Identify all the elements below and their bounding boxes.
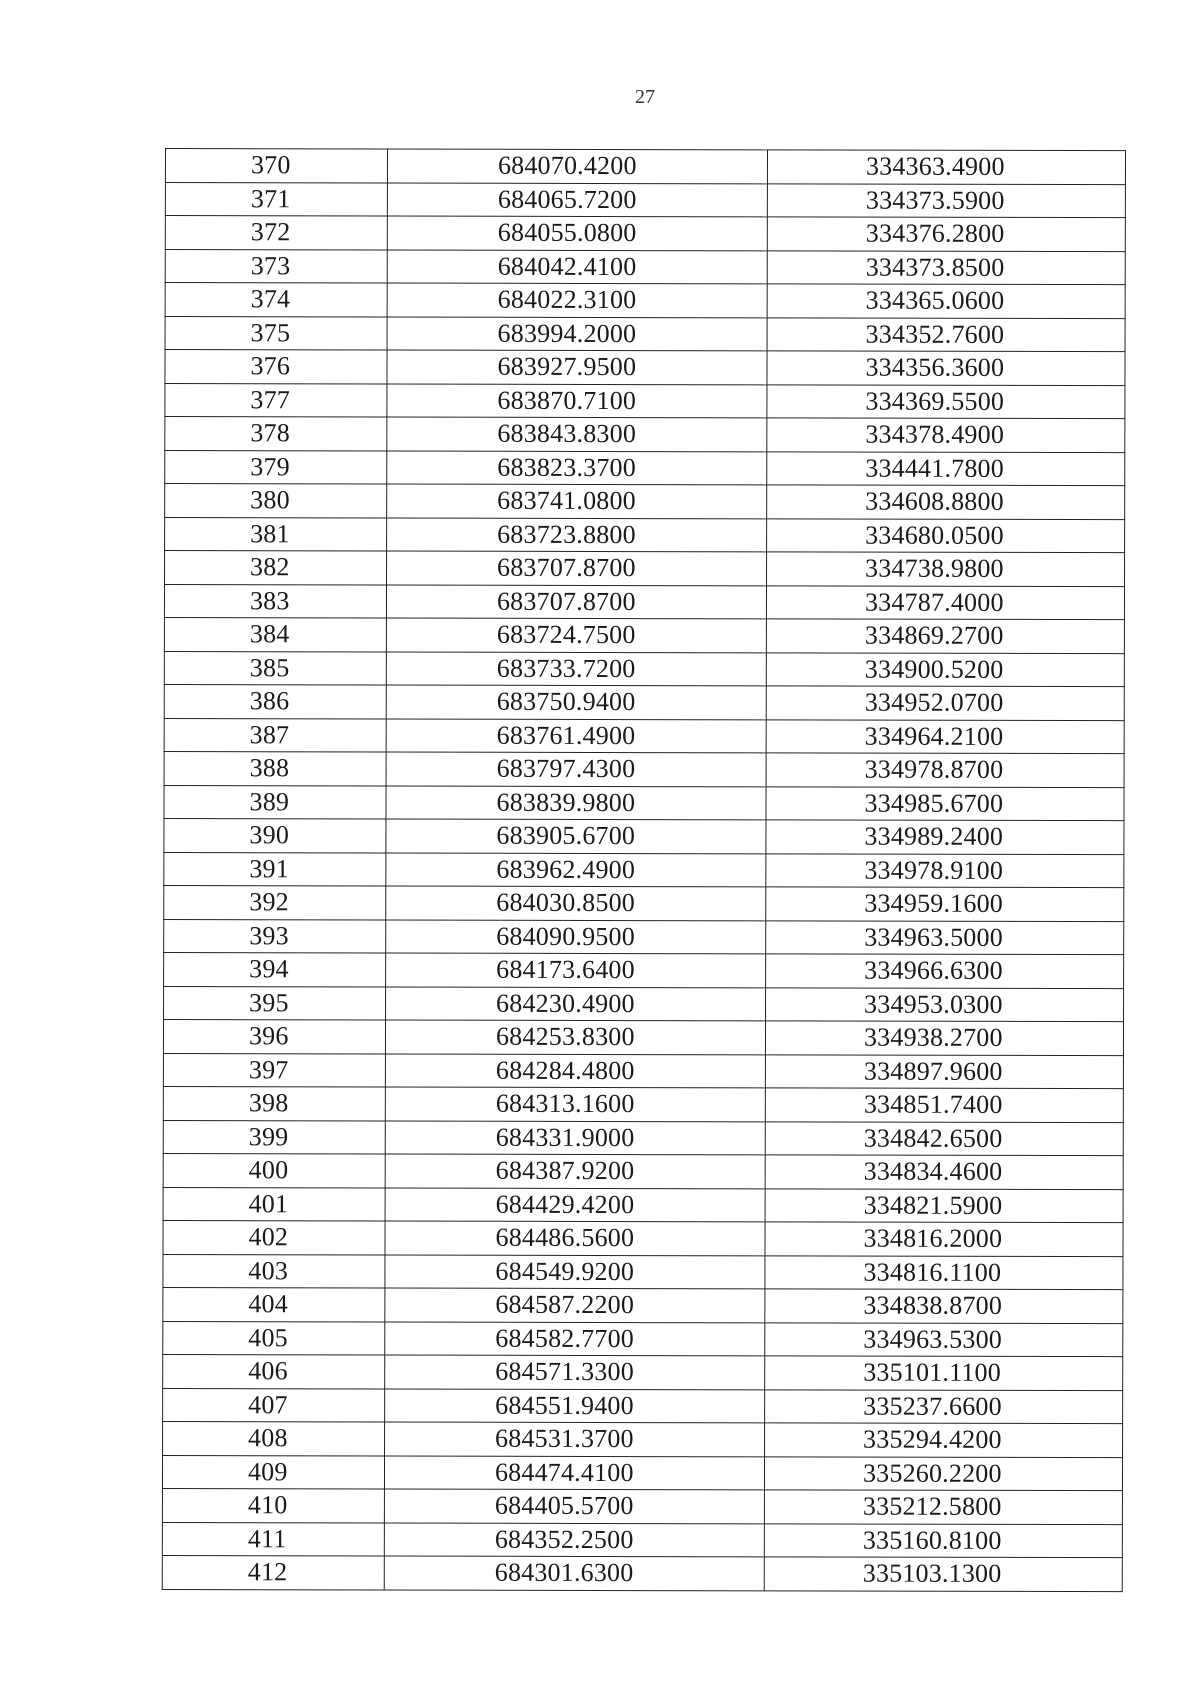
point-number-cell: 386 (164, 684, 386, 718)
x-coordinate-cell: 683707.8700 (387, 551, 767, 585)
table-row (163, 1220, 1123, 1256)
point-number-cell: 385 (164, 651, 386, 685)
page-number: 27 (635, 86, 655, 108)
y-coordinate-cell: 334938.2700 (765, 1021, 1123, 1055)
y-coordinate-cell: 334842.6500 (765, 1121, 1123, 1155)
point-number-cell: 382 (165, 551, 387, 585)
x-coordinate-cell: 684405.5700 (384, 1489, 764, 1523)
x-coordinate-cell: 684331.9000 (385, 1121, 765, 1155)
table-row (165, 182, 1125, 218)
y-coordinate-cell: 334900.5200 (766, 652, 1124, 686)
point-number-cell: 377 (165, 383, 387, 417)
point-number-cell: 390 (164, 818, 386, 852)
x-coordinate-cell: 684055.0800 (387, 216, 767, 250)
point-number-cell: 412 (162, 1555, 384, 1589)
y-coordinate-cell: 335103.1300 (764, 1557, 1122, 1591)
point-number-cell: 404 (163, 1287, 385, 1321)
y-coordinate-cell: 334738.9800 (767, 552, 1125, 586)
table-row (165, 350, 1125, 386)
point-number-cell: 408 (163, 1421, 385, 1455)
point-number-cell: 402 (163, 1220, 385, 1254)
table-row (162, 1522, 1122, 1558)
y-coordinate-cell: 335160.8100 (764, 1523, 1122, 1557)
table-row (164, 952, 1124, 988)
point-number-cell: 407 (163, 1388, 385, 1422)
table-row (163, 1053, 1123, 1089)
y-coordinate-cell: 335237.6600 (765, 1389, 1123, 1423)
table-row (165, 216, 1125, 252)
point-number-cell: 397 (163, 1053, 385, 1087)
y-coordinate-cell: 334989.2400 (766, 820, 1124, 854)
y-coordinate-cell: 334376.2800 (767, 217, 1125, 251)
point-number-cell: 409 (162, 1455, 384, 1489)
table-row (165, 249, 1125, 285)
table-row (163, 1187, 1123, 1223)
point-number-cell: 388 (164, 751, 386, 785)
point-number-cell: 387 (164, 718, 386, 752)
point-number-cell: 373 (165, 249, 387, 283)
x-coordinate-cell: 683839.9800 (386, 786, 766, 820)
x-coordinate-cell: 683761.4900 (386, 719, 766, 753)
y-coordinate-cell: 334959.1600 (766, 887, 1124, 921)
y-coordinate-cell: 334363.4900 (767, 150, 1125, 184)
table-row (163, 1421, 1123, 1457)
point-number-cell: 376 (165, 350, 387, 384)
y-coordinate-cell: 334821.5900 (765, 1188, 1123, 1222)
x-coordinate-cell: 684387.9200 (385, 1154, 765, 1188)
x-coordinate-cell: 684230.4900 (386, 987, 766, 1021)
table-row (162, 1488, 1122, 1524)
y-coordinate-cell: 334816.1100 (765, 1255, 1123, 1289)
point-number-cell: 405 (163, 1321, 385, 1355)
point-number-cell: 403 (163, 1254, 385, 1288)
point-number-cell: 380 (165, 484, 387, 518)
y-coordinate-cell: 334869.2700 (766, 619, 1124, 653)
table-row (163, 1354, 1123, 1390)
y-coordinate-cell: 334952.0700 (766, 686, 1124, 720)
point-number-cell: 392 (164, 885, 386, 919)
x-coordinate-cell: 683962.4900 (386, 853, 766, 887)
x-coordinate-cell: 683707.8700 (386, 585, 766, 619)
table-row (163, 1388, 1123, 1424)
x-coordinate-cell: 684549.9200 (385, 1255, 765, 1289)
coordinate-table (162, 148, 1126, 1592)
y-coordinate-cell: 334834.4600 (765, 1155, 1123, 1189)
x-coordinate-cell: 684551.9400 (385, 1389, 765, 1423)
x-coordinate-cell: 683750.9400 (386, 685, 766, 719)
y-coordinate-cell: 335260.2200 (764, 1456, 1122, 1490)
y-coordinate-cell: 335294.4200 (765, 1423, 1123, 1457)
point-number-cell: 389 (164, 785, 386, 819)
table-row (164, 785, 1124, 821)
x-coordinate-cell: 684070.4200 (387, 149, 767, 183)
x-coordinate-cell: 683905.6700 (386, 819, 766, 853)
table-row (163, 1086, 1123, 1122)
point-number-cell: 393 (164, 919, 386, 953)
y-coordinate-cell: 334851.7400 (765, 1088, 1123, 1122)
x-coordinate-cell: 684587.2200 (385, 1288, 765, 1322)
table-row (163, 1019, 1123, 1055)
y-coordinate-cell: 334373.5900 (767, 183, 1125, 217)
point-number-cell: 379 (165, 450, 387, 484)
table-row (165, 417, 1125, 453)
y-coordinate-cell: 334985.6700 (766, 786, 1124, 820)
table-row (164, 684, 1124, 720)
x-coordinate-cell: 684352.2500 (384, 1523, 764, 1557)
y-coordinate-cell: 334365.0600 (767, 284, 1125, 318)
x-coordinate-cell: 684253.8300 (385, 1020, 765, 1054)
point-number-cell: 395 (164, 986, 386, 1020)
point-number-cell: 371 (165, 182, 387, 216)
table-row (164, 852, 1124, 888)
x-coordinate-cell: 684571.3300 (385, 1355, 765, 1389)
table-row (164, 986, 1124, 1022)
y-coordinate-cell: 334953.0300 (766, 987, 1124, 1021)
x-coordinate-cell: 683994.2000 (387, 317, 767, 351)
table-row (163, 1321, 1123, 1357)
x-coordinate-cell: 683927.9500 (387, 350, 767, 384)
point-number-cell: 374 (165, 283, 387, 317)
y-coordinate-cell: 334966.6300 (766, 954, 1124, 988)
y-coordinate-cell: 334963.5300 (765, 1322, 1123, 1356)
table-row (164, 651, 1124, 687)
point-number-cell: 381 (165, 517, 387, 551)
x-coordinate-cell: 684284.4800 (385, 1054, 765, 1088)
y-coordinate-cell: 334680.0500 (767, 518, 1125, 552)
table-row (165, 484, 1125, 520)
table-row (163, 1120, 1123, 1156)
y-coordinate-cell: 335212.5800 (764, 1490, 1122, 1524)
point-number-cell: 400 (163, 1153, 385, 1187)
y-coordinate-cell: 334378.4900 (767, 418, 1125, 452)
point-number-cell: 398 (163, 1086, 385, 1120)
table-row (165, 283, 1125, 319)
y-coordinate-cell: 334441.7800 (767, 451, 1125, 485)
table-row (165, 450, 1125, 486)
x-coordinate-cell: 683723.8800 (387, 518, 767, 552)
table-row (165, 551, 1125, 587)
x-coordinate-cell: 683724.7500 (386, 618, 766, 652)
x-coordinate-cell: 684429.4200 (385, 1188, 765, 1222)
table-row (165, 316, 1125, 352)
point-number-cell: 406 (163, 1354, 385, 1388)
x-coordinate-cell: 683823.3700 (387, 451, 767, 485)
y-coordinate-cell: 334963.5000 (766, 920, 1124, 954)
y-coordinate-cell: 334356.3600 (767, 351, 1125, 385)
table-row (164, 584, 1124, 620)
point-number-cell: 391 (164, 852, 386, 886)
point-number-cell: 378 (165, 417, 387, 451)
table-row (164, 751, 1124, 787)
y-coordinate-cell: 334369.5500 (767, 384, 1125, 418)
x-coordinate-cell: 684313.1600 (385, 1087, 765, 1121)
point-number-cell: 394 (164, 952, 386, 986)
table-row (163, 1153, 1123, 1189)
y-coordinate-cell: 334787.4000 (766, 585, 1124, 619)
point-number-cell: 399 (163, 1120, 385, 1154)
y-coordinate-cell: 334978.9100 (766, 853, 1124, 887)
x-coordinate-cell: 684042.4100 (387, 250, 767, 284)
y-coordinate-cell: 334964.2100 (766, 719, 1124, 753)
x-coordinate-cell: 684173.6400 (386, 953, 766, 987)
y-coordinate-cell: 334897.9600 (765, 1054, 1123, 1088)
x-coordinate-cell: 683733.7200 (386, 652, 766, 686)
y-coordinate-cell: 334838.8700 (765, 1289, 1123, 1323)
point-number-cell: 396 (163, 1019, 385, 1053)
point-number-cell: 370 (165, 149, 387, 183)
x-coordinate-cell: 684065.7200 (387, 183, 767, 217)
point-number-cell: 401 (163, 1187, 385, 1221)
y-coordinate-cell: 334816.2000 (765, 1222, 1123, 1256)
point-number-cell: 411 (162, 1522, 384, 1556)
table-row (162, 1455, 1122, 1491)
table-row (164, 617, 1124, 653)
table-row (162, 1555, 1122, 1591)
table-row (164, 818, 1124, 854)
coordinate-table-body (162, 149, 1125, 1592)
x-coordinate-cell: 684531.3700 (385, 1422, 765, 1456)
table-row (164, 718, 1124, 754)
x-coordinate-cell: 683797.4300 (386, 752, 766, 786)
table-row (165, 517, 1125, 553)
table-row (163, 1287, 1123, 1323)
table-row (164, 919, 1124, 955)
x-coordinate-cell: 684474.4100 (384, 1456, 764, 1490)
y-coordinate-cell: 334352.7600 (767, 317, 1125, 351)
point-number-cell: 372 (165, 216, 387, 250)
x-coordinate-cell: 684582.7700 (385, 1322, 765, 1356)
table-row (165, 383, 1125, 419)
point-number-cell: 384 (164, 617, 386, 651)
y-coordinate-cell: 334373.8500 (767, 250, 1125, 284)
x-coordinate-cell: 684030.8500 (386, 886, 766, 920)
point-number-cell: 375 (165, 316, 387, 350)
x-coordinate-cell: 684090.9500 (386, 920, 766, 954)
table-row (163, 1254, 1123, 1290)
x-coordinate-cell: 683843.8300 (387, 417, 767, 451)
table-row (164, 885, 1124, 921)
point-number-cell: 410 (162, 1488, 384, 1522)
point-number-cell: 383 (164, 584, 386, 618)
x-coordinate-cell: 683870.7100 (387, 384, 767, 418)
table-row (165, 149, 1125, 185)
x-coordinate-cell: 683741.0800 (387, 484, 767, 518)
y-coordinate-cell: 335101.1100 (765, 1356, 1123, 1390)
y-coordinate-cell: 334608.8800 (767, 485, 1125, 519)
x-coordinate-cell: 684022.3100 (387, 283, 767, 317)
y-coordinate-cell: 334978.8700 (766, 753, 1124, 787)
x-coordinate-cell: 684486.5600 (385, 1221, 765, 1255)
x-coordinate-cell: 684301.6300 (384, 1556, 764, 1590)
